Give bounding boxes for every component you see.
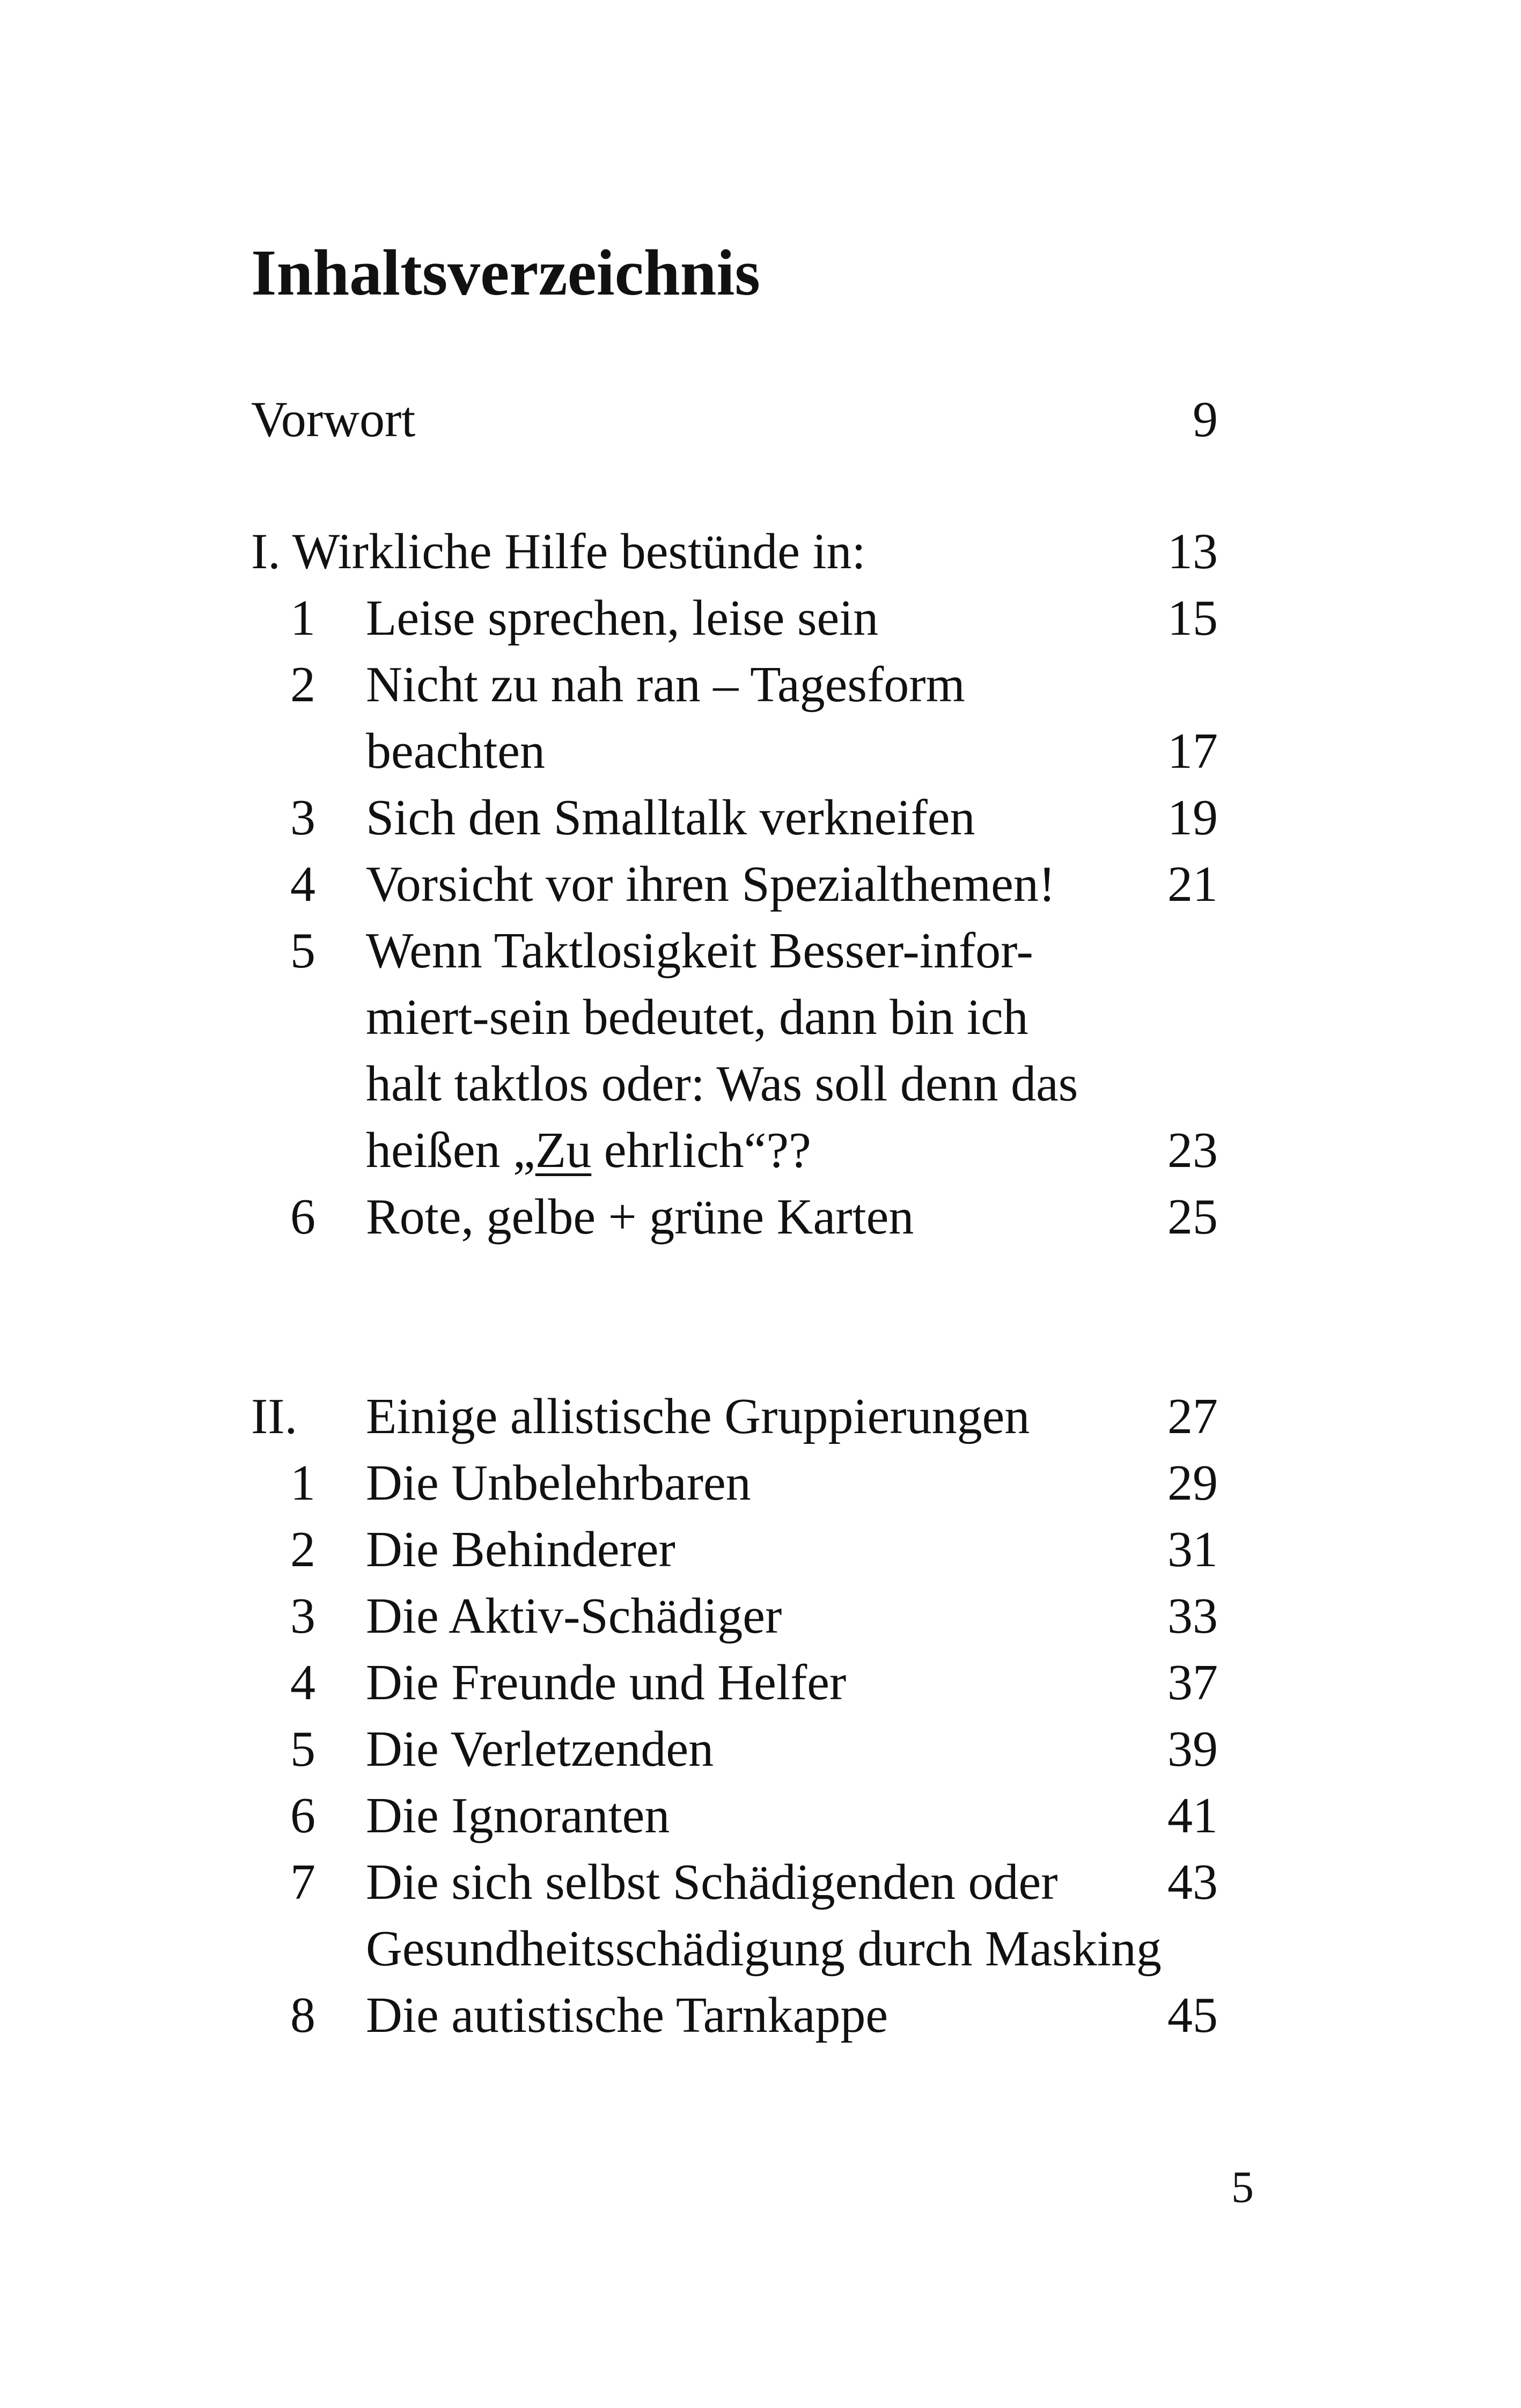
toc-entry-continuation <box>0 1051 1521 1117</box>
toc-entry-continuation <box>0 718 1521 784</box>
toc-page-number: 21 <box>1167 856 1218 912</box>
toc-entry-continuation <box>0 984 1521 1051</box>
toc-entry-number: 3 <box>290 790 315 846</box>
toc-entry-text: Nicht zu nah ran – Tagesform <box>366 657 965 713</box>
toc-entry-text: Vorsicht vor ihren Spezialthemen! <box>366 856 1056 912</box>
toc-entry <box>0 1516 1521 1583</box>
toc-entry <box>0 651 1521 718</box>
toc-entry-number: 1 <box>290 1455 315 1511</box>
toc-entry-number: 5 <box>290 1721 315 1777</box>
toc-entry-number: 3 <box>290 1588 315 1644</box>
toc-entry-number: 7 <box>290 1854 315 1910</box>
toc-entry-text: Die Verletzenden <box>366 1721 714 1777</box>
toc-entry-vorwort <box>0 386 1521 453</box>
toc-page-number: 15 <box>1167 590 1218 646</box>
toc-page-number: 25 <box>1167 1189 1218 1245</box>
toc-page-number: 9 <box>1193 392 1218 447</box>
toc-entry-text: Wenn Taktlosigkeit Besser-infor- <box>366 923 1033 979</box>
toc-entry-number: 5 <box>290 923 315 979</box>
toc-entry-number: 4 <box>290 856 315 912</box>
toc-section-heading <box>0 1383 1521 1450</box>
toc-entry-text: Vorwort <box>251 392 416 447</box>
toc-entry-number: 2 <box>290 657 315 713</box>
toc-page-number: 27 <box>1167 1389 1218 1444</box>
toc-entry-text: Die Aktiv-Schädiger <box>366 1588 782 1644</box>
toc-entry <box>0 1450 1521 1516</box>
toc-page-number: 19 <box>1167 790 1218 846</box>
toc-entry-text: miert-sein bedeutet, dann bin ich <box>366 989 1028 1045</box>
toc-entry <box>0 1649 1521 1716</box>
toc-entry <box>0 851 1521 917</box>
text-segment: ehrlich“?? <box>591 1122 811 1178</box>
toc-entry-continuation <box>0 1915 1521 1982</box>
toc-entry-text: beachten <box>366 723 546 779</box>
toc-section-heading <box>0 518 1521 585</box>
toc-page-number: 17 <box>1167 723 1218 779</box>
toc-entry <box>0 1982 1521 2049</box>
toc-entry <box>0 1716 1521 1782</box>
toc-entry <box>0 1583 1521 1649</box>
toc-entry-text <box>366 1117 811 1184</box>
toc-entry <box>0 1184 1521 1250</box>
toc-entry-text: Die Behinderer <box>366 1522 675 1577</box>
toc-entry-number: 6 <box>290 1189 315 1245</box>
toc-entry-text: Sich den Smalltalk verkneifen <box>366 790 975 846</box>
toc-entry-text: Die sich selbst Schädigenden oder <box>366 1854 1058 1910</box>
toc-entry-number: 8 <box>290 1987 315 2043</box>
underlined-word: Zu <box>535 1122 592 1178</box>
toc-page-number: 43 <box>1167 1854 1218 1910</box>
toc-entry-text: Die Freunde und Helfer <box>366 1655 847 1710</box>
toc-entry <box>0 784 1521 851</box>
toc-entry-text: Gesundheitsschädigung durch Masking <box>366 1921 1162 1977</box>
toc-page-number: 37 <box>1167 1655 1218 1710</box>
toc-page-number: 45 <box>1167 1987 1218 2043</box>
text-segment: heißen „ <box>366 1122 535 1178</box>
toc-entry-text: Die Ignoranten <box>366 1788 670 1844</box>
toc-entry-text: Die autistische Tarnkappe <box>366 1987 888 2043</box>
toc-entry-continuation <box>0 1117 1521 1184</box>
toc-entry-text: halt taktlos oder: Was soll denn das <box>366 1056 1078 1112</box>
toc-entry-text: Rote, gelbe + grüne Karten <box>366 1189 914 1245</box>
toc-entry <box>0 1782 1521 1849</box>
toc-entry <box>0 917 1521 984</box>
toc-entry <box>0 1849 1521 1915</box>
toc-page-number: 31 <box>1167 1522 1218 1577</box>
toc-section-label: II. <box>251 1389 298 1444</box>
toc-entry-number: 4 <box>290 1655 315 1710</box>
toc-section-title: Einige allistische Gruppierungen <box>366 1389 1030 1444</box>
toc-page-number: 29 <box>1167 1455 1218 1511</box>
toc-entry-text: Leise sprechen, leise sein <box>366 590 879 646</box>
toc-entry-number: 1 <box>290 590 315 646</box>
toc-entry-text: Die Unbelehrbaren <box>366 1455 751 1511</box>
page-title: Inhaltsverzeichnis <box>251 237 760 309</box>
toc-entry-number: 6 <box>290 1788 315 1844</box>
toc-page-number: 39 <box>1167 1721 1218 1777</box>
toc-page-number: 13 <box>1167 524 1218 579</box>
page-number: 5 <box>1231 2162 1254 2212</box>
toc-page-number: 33 <box>1167 1588 1218 1644</box>
toc-entry <box>0 585 1521 651</box>
toc-page-number: 23 <box>1167 1122 1218 1178</box>
toc-section-title: I. Wirkliche Hilfe bestünde in: <box>251 524 866 579</box>
toc-page-number: 41 <box>1167 1788 1218 1844</box>
toc-entry-number: 2 <box>290 1522 315 1577</box>
